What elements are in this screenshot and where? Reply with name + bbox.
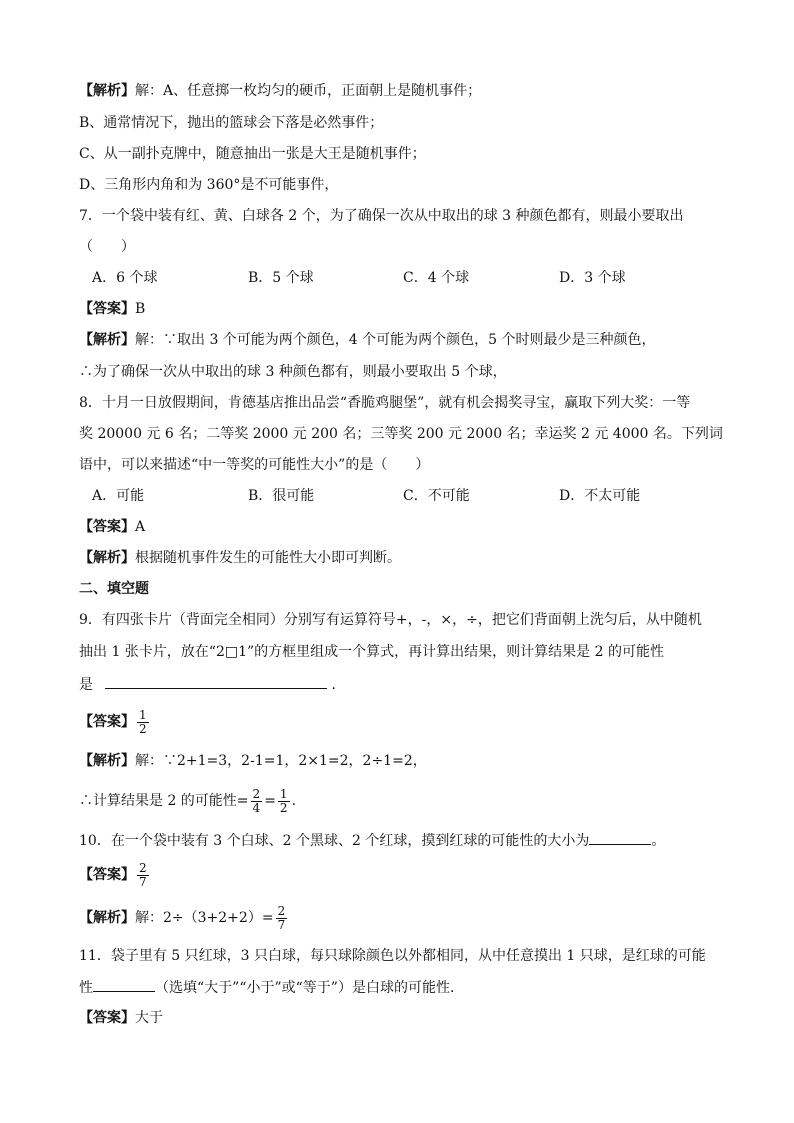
q10-stem: 10．在一个袋中装有 3 个白球、2 个黑球、2 个红球，摸到红球的可能性的大小为 。 [79, 830, 665, 851]
q11-answer-blank [93, 977, 155, 992]
q11-stem-line2: 性 （选填“大于”“小于”或“等于”）是白球的可能性． [79, 977, 464, 998]
q9-answer-blank [105, 674, 327, 689]
q10-analysis: 【解析】解：2÷（3+2+2）= $\frac{2}{7}$ [79, 903, 286, 932]
q7-option-d: D．3 个球 [559, 270, 626, 286]
q7-answer: 【答案】B [79, 301, 146, 317]
q7-analysis-line1: 【解析】解：∵取出 3 个可能为两个颜色，4 个可能为两个颜色，5 个时则最少是三种颜色， [79, 332, 656, 348]
q10-answer: 【答案】 $\frac{2}{7}$ [79, 860, 147, 889]
q6-analysis-c: C、从一副扑克牌中，随意抽出一张是大王是随机事件； [79, 146, 426, 162]
q11-answer: 【答案】大于 [79, 1010, 163, 1026]
q6-analysis-d: D、三角形内角和为 360°是不可能事件， [79, 177, 339, 193]
q6-analysis-line: 【解析】解：A、任意掷一枚均匀的硬币，正面朝上是随机事件； [79, 83, 482, 99]
q8-stem-line1: 8．十月一日放假期间，肯德基店推出品尝“香脆鸡腿堡”，就有机会揭奖寻宝，赢取下列大奖：一等 [79, 395, 691, 411]
q10-analysis-fraction: $\frac{2}{7}$ [277, 903, 286, 932]
q11-stem-line1: 11．袋子里有 5 只红球，3 只白球，每只球除颜色以外都相同，从中任意摸出 1 只球，是红球的可能 [79, 948, 706, 964]
q7-stem-line2: （ ） [79, 239, 135, 255]
q9-analysis-line2: ∴计算结果是 2 的可能性= $\frac{2}{4}$ = $\frac{1}{2}$ . [79, 786, 297, 815]
q8-analysis: 【解析】根据随机事件发生的可能性大小即可判断。 [79, 550, 401, 566]
q9-fraction-2-4: $\frac{2}{4}$ [252, 786, 261, 815]
q10-answer-fraction: $\frac{2}{7}$ [139, 860, 147, 889]
q9-answer-fraction: $\frac{1}{2}$ [139, 707, 147, 736]
q8-option-c: C．不可能 [403, 488, 470, 504]
q9-stem-line1: 9．有四张卡片（背面完全相同）分别写有运算符号+，-，×，÷，把它们背面朝上洗匀后，从中随机 [79, 612, 702, 628]
q7-option-b: B．5 个球 [248, 270, 314, 286]
q9-stem-line3: 是 . [79, 674, 336, 695]
q8-option-b: B．很可能 [248, 488, 315, 504]
q8-stem-line3: 语中，可以来描述“中一等奖的可能性大小”的是（ ） [79, 457, 430, 473]
q7-option-c: C．4 个球 [403, 270, 470, 286]
q8-stem-line2: 奖 20000 元 6 名；二等奖 2000 元 200 名；三等奖 200 元 2000 名；幸运奖 2 元 4000 名。下列词 [79, 426, 723, 442]
q9-stem-line2: 抽出 1 张卡片，放在“2□1”的方框里组成一个算式，再计算出结果，则计算结果是 2 的可能性 [79, 644, 664, 660]
q9-fraction-1-2: $\frac{1}{2}$ [279, 786, 288, 815]
q7-option-a: A．6 个球 [92, 270, 158, 286]
section-heading: 二、填空题 [79, 581, 149, 597]
q8-option-a: A．可能 [92, 488, 145, 504]
q8-answer: 【答案】A [79, 519, 146, 535]
q6-analysis-a: 解：A、任意掷一枚均匀的硬币，正面朝上是随机事件； [135, 83, 482, 99]
q9-answer: 【答案】 $\frac{1}{2}$ [79, 707, 147, 736]
q6-analysis-b: B、通常情况下，抛出的篮球会下落是必然事件； [79, 115, 384, 131]
q7-analysis-line2: ∴为了确保一次从中取出的球 3 种颜色都有，则最小要取出 5 个球， [79, 364, 507, 380]
q8-option-d: D．不太可能 [559, 488, 641, 504]
q7-stem-line1: 7．一个袋中装有红、黄、白球各 2 个，为了确保一次从中取出的球 3 种颜色都有，则最小要取出 [79, 208, 684, 224]
q9-analysis-line1: 【解析】解：∵2+1=3，2-1=1，2×1=2，2÷1=2， [79, 753, 427, 769]
q10-answer-blank [589, 830, 651, 845]
